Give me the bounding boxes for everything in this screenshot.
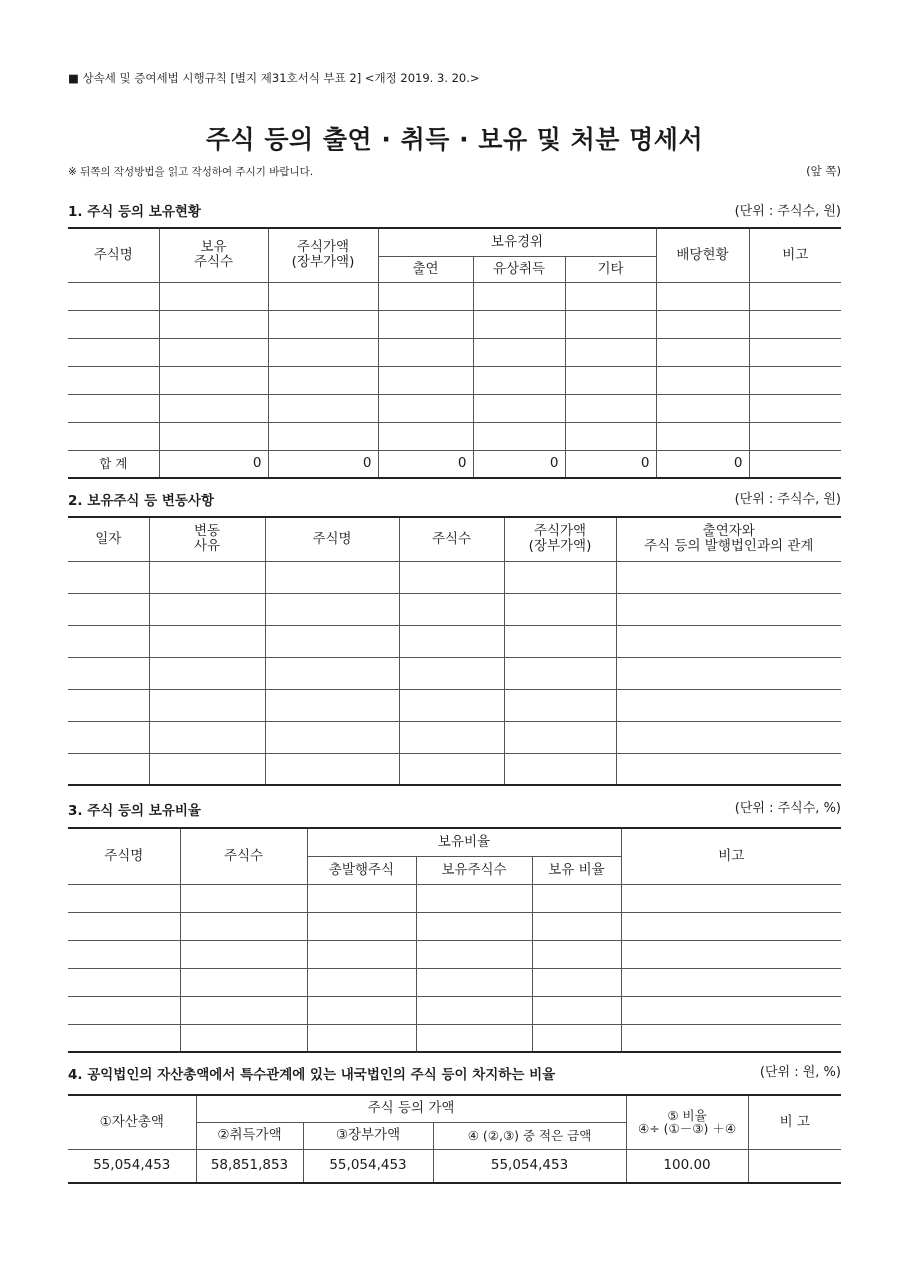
table-cell[interactable] xyxy=(68,1024,180,1052)
table-cell[interactable] xyxy=(268,338,378,366)
table-cell[interactable] xyxy=(68,338,159,366)
table-cell[interactable] xyxy=(416,1024,532,1052)
table-cell[interactable] xyxy=(565,282,656,310)
acquisition-value: 58,851,853 xyxy=(196,1149,303,1183)
table-cell[interactable] xyxy=(473,394,565,422)
table-cell[interactable] xyxy=(307,940,416,968)
section2-title: 2. 보유주식 등 변동사항 xyxy=(68,493,214,509)
table-cell[interactable] xyxy=(68,282,159,310)
col-lesser-amount: ④ (②,③) 중 적은 금액 xyxy=(433,1122,626,1149)
table-cell[interactable] xyxy=(159,282,268,310)
table-cell[interactable] xyxy=(656,366,749,394)
table-cell[interactable] xyxy=(68,996,180,1024)
col-stock-name: 주식명 xyxy=(68,828,180,884)
table-cell[interactable] xyxy=(159,338,268,366)
holding-ratio-table xyxy=(68,827,841,1053)
table-cell[interactable] xyxy=(565,338,656,366)
table-cell[interactable] xyxy=(399,625,504,657)
table-cell[interactable] xyxy=(265,753,399,785)
table-cell[interactable] xyxy=(504,561,616,593)
table-cell[interactable] xyxy=(532,884,621,912)
table-cell[interactable] xyxy=(149,625,265,657)
totals-row xyxy=(68,450,841,478)
table-cell[interactable] xyxy=(473,338,565,366)
table-cell[interactable] xyxy=(307,884,416,912)
col-change-reason: 변동 사유 xyxy=(149,517,265,561)
section3-title: 3. 주식 등의 보유비율 xyxy=(68,803,201,819)
table-row xyxy=(68,884,841,912)
table-cell[interactable] xyxy=(307,1024,416,1052)
table-row xyxy=(68,1024,841,1052)
col-date: 일자 xyxy=(68,517,149,561)
section2-unit: (단위 : 주식수, 원) xyxy=(734,492,841,507)
total-contribution: 0 xyxy=(378,450,473,478)
table-cell[interactable] xyxy=(180,912,307,940)
table-cell[interactable] xyxy=(416,968,532,996)
col-holding-history: 보유경위 xyxy=(378,228,656,256)
table-row xyxy=(68,282,841,310)
table-cell[interactable] xyxy=(621,996,841,1024)
table-cell[interactable] xyxy=(621,968,841,996)
col-stock-name: 주식명 xyxy=(68,228,159,282)
col-total-assets: ①자산총액 xyxy=(68,1095,196,1149)
form-title: 주식 등의 출연 · 취득 · 보유 및 처분 명세서 xyxy=(205,125,704,154)
table-cell[interactable] xyxy=(504,657,616,689)
table-cell[interactable] xyxy=(416,884,532,912)
table-cell[interactable] xyxy=(416,940,532,968)
table-cell[interactable] xyxy=(307,968,416,996)
col-stock-value: 주식가액 (장부가액) xyxy=(504,517,616,561)
table-row xyxy=(68,561,841,593)
table-cell[interactable] xyxy=(399,689,504,721)
table-cell[interactable] xyxy=(180,1024,307,1052)
total-paid-acquisition: 0 xyxy=(473,450,565,478)
table-cell[interactable] xyxy=(68,753,149,785)
col-remarks: 비 고 xyxy=(748,1095,841,1149)
table-cell[interactable] xyxy=(378,394,473,422)
table-row xyxy=(68,940,841,968)
table-cell[interactable] xyxy=(616,721,841,753)
lesser-amount-value: 55,054,453 xyxy=(433,1149,626,1183)
table-cell[interactable] xyxy=(532,912,621,940)
table-cell[interactable] xyxy=(504,753,616,785)
table-row xyxy=(68,753,841,785)
table-cell[interactable] xyxy=(268,422,378,450)
table-cell[interactable] xyxy=(616,593,841,625)
table-cell[interactable] xyxy=(621,940,841,968)
table-row xyxy=(68,625,841,657)
col-remarks: 비고 xyxy=(749,228,841,282)
table-row xyxy=(68,912,841,940)
total-label: 합 계 xyxy=(68,450,159,478)
table-cell[interactable] xyxy=(265,689,399,721)
table-row xyxy=(68,721,841,753)
table-cell[interactable] xyxy=(68,366,159,394)
table-cell[interactable] xyxy=(656,282,749,310)
table-cell[interactable] xyxy=(159,310,268,338)
table-cell[interactable] xyxy=(532,940,621,968)
table-row xyxy=(68,689,841,721)
table-cell[interactable] xyxy=(68,625,149,657)
section1-title: 1. 주식 등의 보유현황 xyxy=(68,204,201,220)
table-cell[interactable] xyxy=(399,721,504,753)
table-cell[interactable] xyxy=(656,394,749,422)
table-cell[interactable] xyxy=(149,561,265,593)
col-holding-ratio: 보유비율 xyxy=(307,828,621,856)
table-cell[interactable] xyxy=(399,561,504,593)
table-cell[interactable] xyxy=(532,968,621,996)
table-row xyxy=(68,1149,841,1183)
total-other: 0 xyxy=(565,450,656,478)
table-row xyxy=(68,422,841,450)
table-cell[interactable] xyxy=(399,753,504,785)
table-cell[interactable] xyxy=(565,366,656,394)
total-assets-value: 55,054,453 xyxy=(68,1149,196,1183)
col-book-value: ③장부가액 xyxy=(303,1122,433,1149)
total-holding-shares: 0 xyxy=(159,450,268,478)
col-shares: 주식수 xyxy=(180,828,307,884)
col-stock-name: 주식명 xyxy=(265,517,399,561)
table-cell[interactable] xyxy=(68,940,180,968)
change-history-table xyxy=(68,516,841,786)
table-cell[interactable] xyxy=(378,422,473,450)
table-cell[interactable] xyxy=(307,996,416,1024)
col-paid-acquisition: 유상취득 xyxy=(473,256,565,282)
col-acquisition-value: ②취득가액 xyxy=(196,1122,303,1149)
table-cell[interactable] xyxy=(504,625,616,657)
table-cell[interactable] xyxy=(268,310,378,338)
table-cell[interactable] xyxy=(149,721,265,753)
table-row xyxy=(68,968,841,996)
table-cell[interactable] xyxy=(68,593,149,625)
table-cell[interactable] xyxy=(532,996,621,1024)
col-total-issued: 총발행주식 xyxy=(307,856,416,884)
table-cell[interactable] xyxy=(68,394,159,422)
table-cell[interactable] xyxy=(749,366,841,394)
col-ratio xyxy=(626,1095,748,1149)
table-cell[interactable] xyxy=(149,657,265,689)
instruction-note: ※ 뒤쪽의 작성방법을 읽고 작성하여 주시기 바랍니다. xyxy=(68,166,314,178)
table-cell[interactable] xyxy=(749,282,841,310)
table-cell[interactable] xyxy=(399,657,504,689)
col-remarks: 비고 xyxy=(621,828,841,884)
table-cell[interactable] xyxy=(616,625,841,657)
table-cell[interactable] xyxy=(265,593,399,625)
table-cell[interactable] xyxy=(68,968,180,996)
table-row xyxy=(68,338,841,366)
table-cell[interactable] xyxy=(749,422,841,450)
table-cell[interactable] xyxy=(749,394,841,422)
ratio-formula: ④÷ (①－③) ＋④ xyxy=(638,1121,737,1137)
col-stock-value: 주식가액 (장부가액) xyxy=(268,228,378,282)
col-ratio: 보유 비율 xyxy=(532,856,621,884)
table-cell[interactable] xyxy=(616,753,841,785)
table-cell[interactable] xyxy=(268,282,378,310)
col-relationship: 출연자와 주식 등의 발행법인과의 관계 xyxy=(616,517,841,561)
ratio-label: ⑤ 비율 xyxy=(667,1107,707,1123)
table-cell[interactable] xyxy=(621,884,841,912)
table-cell[interactable] xyxy=(616,657,841,689)
table-cell[interactable] xyxy=(532,1024,621,1052)
section3-unit: (단위 : 주식수, %) xyxy=(734,801,841,816)
section1-unit: (단위 : 주식수, 원) xyxy=(734,204,841,219)
table-cell[interactable] xyxy=(180,968,307,996)
table-cell[interactable] xyxy=(473,422,565,450)
table-cell[interactable] xyxy=(378,310,473,338)
col-shares: 주식수 xyxy=(399,517,504,561)
table-cell[interactable] xyxy=(749,310,841,338)
table-cell[interactable] xyxy=(180,940,307,968)
col-stock-value: 주식 등의 가액 xyxy=(196,1095,626,1122)
table-row xyxy=(68,657,841,689)
table-row xyxy=(68,366,841,394)
total-stock-value: 0 xyxy=(268,450,378,478)
table-cell[interactable] xyxy=(159,422,268,450)
table-cell[interactable] xyxy=(149,753,265,785)
table-cell[interactable] xyxy=(265,625,399,657)
table-row xyxy=(68,310,841,338)
table-cell[interactable] xyxy=(565,310,656,338)
table-cell[interactable] xyxy=(504,689,616,721)
table-cell[interactable] xyxy=(378,338,473,366)
total-remarks xyxy=(749,450,841,478)
table-cell[interactable] xyxy=(473,366,565,394)
table-cell[interactable] xyxy=(68,657,149,689)
table-row xyxy=(68,996,841,1024)
table-cell[interactable] xyxy=(504,721,616,753)
table-cell[interactable] xyxy=(265,561,399,593)
table-cell[interactable] xyxy=(621,912,841,940)
table-cell[interactable] xyxy=(565,394,656,422)
remarks-value[interactable] xyxy=(748,1149,841,1183)
table-cell[interactable] xyxy=(268,394,378,422)
table-cell[interactable] xyxy=(265,657,399,689)
table-cell[interactable] xyxy=(159,366,268,394)
table-cell[interactable] xyxy=(399,593,504,625)
section4-title: 4. 공익법인의 자산총액에서 특수관계에 있는 내국법인의 주식 등이 차지하는 비율 xyxy=(68,1067,556,1083)
col-held-shares: 보유주식수 xyxy=(416,856,532,884)
table-cell[interactable] xyxy=(268,366,378,394)
table-cell[interactable] xyxy=(180,884,307,912)
col-contribution: 출연 xyxy=(378,256,473,282)
table-row xyxy=(68,394,841,422)
table-cell[interactable] xyxy=(378,366,473,394)
table-cell[interactable] xyxy=(149,689,265,721)
table-cell[interactable] xyxy=(656,338,749,366)
table-cell[interactable] xyxy=(749,338,841,366)
section4-unit: (단위 : 원, %) xyxy=(759,1065,841,1080)
col-dividend: 배당현황 xyxy=(656,228,749,282)
table-cell[interactable] xyxy=(656,310,749,338)
table-cell[interactable] xyxy=(68,561,149,593)
ratio-value: 100.00 xyxy=(626,1149,748,1183)
table-cell[interactable] xyxy=(180,996,307,1024)
holding-status-table xyxy=(68,227,841,479)
form-reference-note: ■ 상속세 및 증여세법 시행규칙 [별지 제31호서식 부표 2] <개정 2019. 3. 20.> xyxy=(68,71,480,85)
table-cell[interactable] xyxy=(565,422,656,450)
table-cell[interactable] xyxy=(378,282,473,310)
col-holding-shares: 보유 주식수 xyxy=(159,228,268,282)
page-side-label: (앞 쪽) xyxy=(806,164,841,178)
table-cell[interactable] xyxy=(416,996,532,1024)
table-cell[interactable] xyxy=(68,721,149,753)
table-cell[interactable] xyxy=(159,394,268,422)
table-cell[interactable] xyxy=(68,912,180,940)
asset-ratio-table xyxy=(68,1094,841,1184)
table-cell[interactable] xyxy=(68,689,149,721)
table-cell[interactable] xyxy=(68,884,180,912)
total-dividend: 0 xyxy=(656,450,749,478)
book-value: 55,054,453 xyxy=(303,1149,433,1183)
table-cell[interactable] xyxy=(656,422,749,450)
table-cell[interactable] xyxy=(616,689,841,721)
col-other: 기타 xyxy=(565,256,656,282)
table-row xyxy=(68,593,841,625)
table-cell[interactable] xyxy=(504,593,616,625)
table-cell[interactable] xyxy=(307,912,416,940)
table-cell[interactable] xyxy=(616,561,841,593)
table-cell[interactable] xyxy=(473,310,565,338)
table-cell[interactable] xyxy=(416,912,532,940)
table-cell[interactable] xyxy=(149,593,265,625)
table-cell[interactable] xyxy=(621,1024,841,1052)
table-cell[interactable] xyxy=(265,721,399,753)
table-cell[interactable] xyxy=(68,422,159,450)
table-cell[interactable] xyxy=(68,310,159,338)
table-cell[interactable] xyxy=(473,282,565,310)
